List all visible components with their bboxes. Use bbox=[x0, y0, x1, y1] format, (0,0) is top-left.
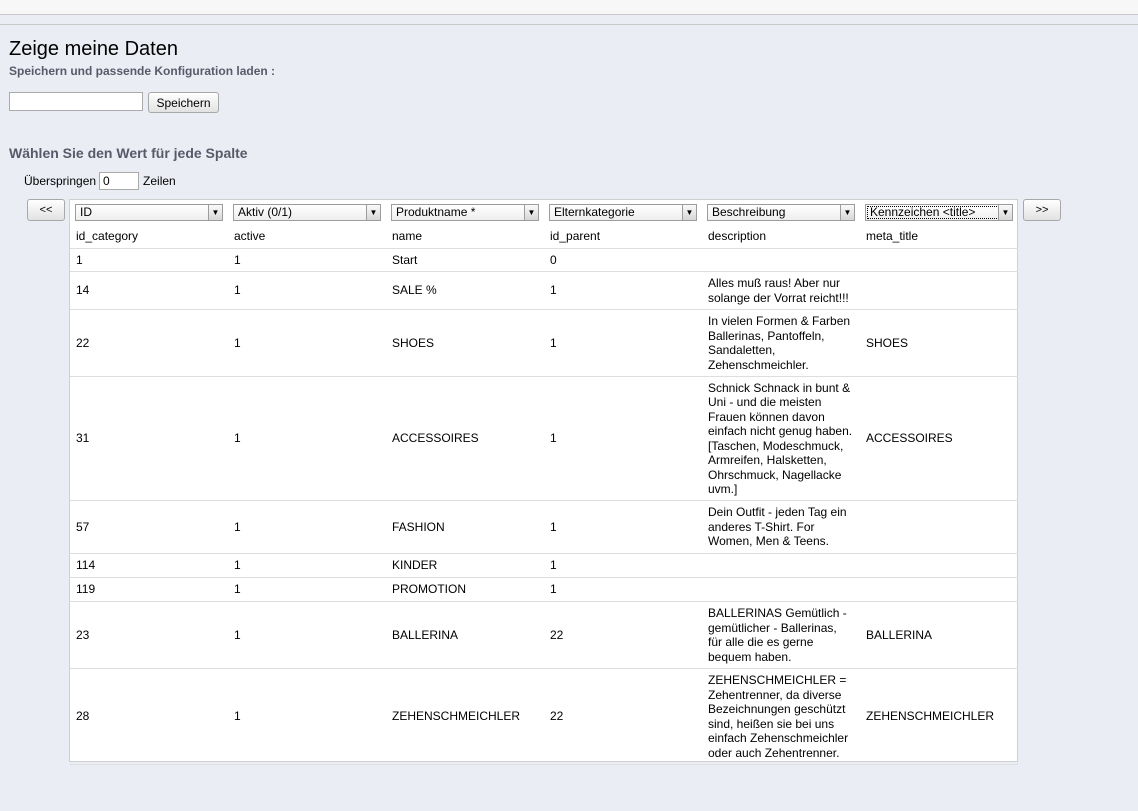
browser-top-strip bbox=[0, 0, 1138, 15]
table-cell-active: 1 bbox=[228, 554, 386, 578]
table-row bbox=[70, 310, 1018, 377]
divider bbox=[0, 24, 1138, 25]
chevron-down-icon: ▼ bbox=[682, 205, 696, 220]
table-cell-name: KINDER bbox=[386, 554, 544, 578]
table-cell-description: ZEHENSCHMEICHLER = Zehentrenner, da diverse Bezeichnungen geschützt sind, heißen sie bei uns einfach Zehenschmeichler oder auch Zehentrenner. bbox=[702, 669, 860, 765]
table-row bbox=[70, 602, 1018, 669]
mapping-select-2[interactable]: Aktiv (0/1) ▼ bbox=[233, 204, 381, 221]
table-cell-active: 1 bbox=[228, 272, 386, 310]
config-subtitle: Speichern und passende Konfiguration laden : bbox=[9, 64, 276, 78]
table-cell-id_parent: 22 bbox=[544, 602, 702, 669]
skip-rows-input[interactable] bbox=[99, 172, 139, 190]
table-cell-name: BALLERINA bbox=[386, 602, 544, 669]
column-header: name bbox=[386, 225, 544, 249]
chevron-down-icon: ▼ bbox=[208, 205, 222, 220]
table-cell-meta_title: BALLERINA bbox=[860, 602, 1018, 669]
table-cell-description: Alles muß raus! Aber nur solange der Vorrat reicht!!! bbox=[702, 272, 860, 310]
table-cell-meta_title bbox=[860, 578, 1018, 602]
column-header: id_category bbox=[70, 225, 228, 249]
column-header: id_parent bbox=[544, 225, 702, 249]
mapping-select-4[interactable]: Elternkategorie ▼ bbox=[549, 204, 697, 221]
table-cell-meta_title bbox=[860, 501, 1018, 554]
chevron-down-icon: ▼ bbox=[998, 205, 1012, 220]
table-cell-meta_title bbox=[860, 272, 1018, 310]
column-header-row bbox=[70, 225, 1018, 249]
table-row bbox=[70, 377, 1018, 501]
import-preview-table bbox=[69, 199, 1018, 762]
table-cell-description: Schnick Schnack in bunt & Uni - und die meisten Frauen können davon einfach nicht genug haben. [Taschen, Modeschmuck, Armreifen, Halsketten, Ohrschmuck, Nagellacke uvm.] bbox=[702, 377, 860, 501]
table-row bbox=[70, 501, 1018, 554]
table-cell-meta_title bbox=[860, 249, 1018, 272]
mapping-select-5[interactable]: Beschreibung ▼ bbox=[707, 204, 855, 221]
chevron-down-icon: ▼ bbox=[524, 205, 538, 220]
table-cell-id_parent: 1 bbox=[544, 554, 702, 578]
table-cell-id_parent: 1 bbox=[544, 377, 702, 501]
table-cell-meta_title: SHOES bbox=[860, 310, 1018, 377]
skip-rows-control bbox=[24, 172, 176, 190]
table-cell-active: 1 bbox=[228, 669, 386, 765]
table-row bbox=[70, 669, 1018, 765]
config-name-input[interactable] bbox=[9, 92, 143, 111]
mapping-select-3[interactable]: Produktname * ▼ bbox=[391, 204, 539, 221]
column-header: description bbox=[702, 225, 860, 249]
page-title: Zeige meine Daten bbox=[9, 38, 178, 60]
table-cell-id_category: 119 bbox=[70, 578, 228, 602]
previous-columns-button[interactable]: << bbox=[27, 199, 65, 221]
table-cell-description bbox=[702, 578, 860, 602]
table-cell-description bbox=[702, 554, 860, 578]
table-cell-name: Start bbox=[386, 249, 544, 272]
table-cell-name: ACCESSOIRES bbox=[386, 377, 544, 501]
table-cell-meta_title: ZEHENSCHMEICHLER bbox=[860, 669, 1018, 765]
chevron-down-icon: ▼ bbox=[366, 205, 380, 220]
table-cell-id_category: 23 bbox=[70, 602, 228, 669]
table-cell-id_parent: 22 bbox=[544, 669, 702, 765]
mapping-select-1[interactable]: ID ▼ bbox=[75, 204, 223, 221]
save-button[interactable]: Speichern bbox=[148, 92, 219, 113]
table-row bbox=[70, 272, 1018, 310]
table-cell-name: ZEHENSCHMEICHLER bbox=[386, 669, 544, 765]
table-cell-id_category: 114 bbox=[70, 554, 228, 578]
mapping-select-6[interactable]: Kennzeichen <title> ▼ bbox=[865, 204, 1013, 221]
table-cell-description bbox=[702, 249, 860, 272]
skip-label: Überspringen bbox=[24, 174, 97, 188]
table-cell-name: FASHION bbox=[386, 501, 544, 554]
table-cell-name: SHOES bbox=[386, 310, 544, 377]
table-cell-id_parent: 1 bbox=[544, 501, 702, 554]
table-cell-id_parent: 0 bbox=[544, 249, 702, 272]
table-cell-description: Dein Outfit - jeden Tag ein anderes T-Shirt. For Women, Men & Teens. bbox=[702, 501, 860, 554]
table-cell-description: In vielen Formen & Farben Ballerinas, Pantoffeln, Sandaletten, Zehenschmeichler. bbox=[702, 310, 860, 377]
table-cell-name: PROMOTION bbox=[386, 578, 544, 602]
table-cell-id_parent: 1 bbox=[544, 578, 702, 602]
column-header: meta_title bbox=[860, 225, 1018, 249]
table-cell-name: SALE % bbox=[386, 272, 544, 310]
table-cell-id_category: 22 bbox=[70, 310, 228, 377]
table-cell-id_category: 28 bbox=[70, 669, 228, 765]
table-cell-id_category: 14 bbox=[70, 272, 228, 310]
table-cell-description: BALLERINAS Gemütlich - gemütlicher - Ballerinas, für alle die es gerne bequem haben. bbox=[702, 602, 860, 669]
column-header: active bbox=[228, 225, 386, 249]
table-cell-active: 1 bbox=[228, 602, 386, 669]
table-cell-id_category: 31 bbox=[70, 377, 228, 501]
column-mapping-row bbox=[70, 200, 1018, 225]
table-cell-id_category: 57 bbox=[70, 501, 228, 554]
skip-unit-label: Zeilen bbox=[143, 174, 176, 188]
table-cell-active: 1 bbox=[228, 578, 386, 602]
next-columns-button[interactable]: >> bbox=[1023, 199, 1061, 221]
table-cell-active: 1 bbox=[228, 310, 386, 377]
table-row bbox=[70, 578, 1018, 602]
table-cell-meta_title: ACCESSOIRES bbox=[860, 377, 1018, 501]
section-title: Wählen Sie den Wert für jede Spalte bbox=[9, 145, 248, 161]
table-cell-id_parent: 1 bbox=[544, 310, 702, 377]
table-cell-active: 1 bbox=[228, 249, 386, 272]
table-cell-id_parent: 1 bbox=[544, 272, 702, 310]
table-cell-active: 1 bbox=[228, 377, 386, 501]
table-cell-meta_title bbox=[860, 554, 1018, 578]
table-cell-id_category: 1 bbox=[70, 249, 228, 272]
table-row bbox=[70, 249, 1018, 272]
chevron-down-icon: ▼ bbox=[840, 205, 854, 220]
table-row bbox=[70, 554, 1018, 578]
table-cell-active: 1 bbox=[228, 501, 386, 554]
